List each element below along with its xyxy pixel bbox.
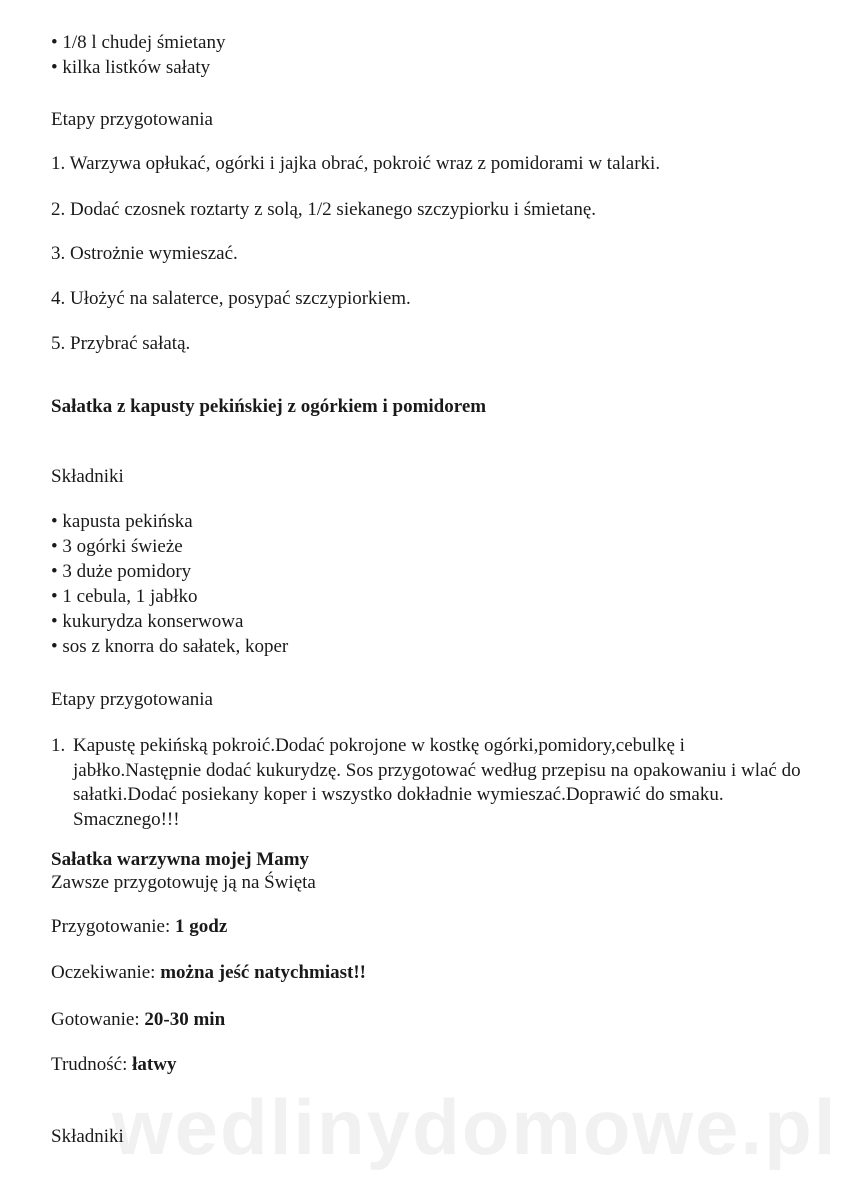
- ingredients-heading: Składniki: [51, 1126, 124, 1147]
- cook-time-label: Gotowanie:: [51, 1009, 145, 1030]
- wait-time: [51, 961, 366, 985]
- step-item: 5. Przybrać sałatą.: [51, 333, 191, 354]
- ingredients-heading: Składniki: [51, 466, 124, 487]
- wait-time-value: można jeść natychmiast!!: [160, 962, 366, 983]
- ingredient-item: • kilka listków sałaty: [51, 57, 211, 78]
- step-item: 3. Ostrożnie wymieszać.: [51, 243, 238, 264]
- ingredient-item: • kapusta pekińska: [51, 511, 193, 532]
- step-item: 1. Warzywa opłukać, ogórki i jajka obrać, pokroić wraz z pomidorami w talarki.: [51, 153, 661, 174]
- step-number: 1.: [51, 735, 66, 756]
- steps-heading: Etapy przygotowania: [51, 689, 213, 710]
- ingredient-item: • sos z knorra do sałatek, koper: [51, 636, 289, 657]
- ingredient-item: • 1/8 l chudej śmietany: [51, 32, 226, 53]
- watermark: wedlinydomowe.pl: [112, 1083, 838, 1171]
- recipe-subtitle: Zawsze przygotowuję ją na Święta: [51, 872, 316, 893]
- cook-time: [51, 1008, 225, 1032]
- ingredient-item: • kukurydza konserwowa: [51, 611, 244, 632]
- prep-time-value: 1 godz: [175, 916, 228, 937]
- difficulty-value: łatwy: [132, 1054, 177, 1075]
- cook-time-value: 20-30 min: [144, 1009, 226, 1030]
- ingredient-item: • 3 ogórki świeże: [51, 536, 183, 557]
- prep-time-label: Przygotowanie:: [51, 916, 176, 937]
- step-text: Kapustę pekińską pokroić.Dodać pokrojone w kostkę ogórki,pomidory,cebulkę i jabłko.Następnie dodać kukurydzę. Sos przygotować według przepisu na opakowaniu i wlać do sałatki.Dodać posiekany koper i wszystko dokładnie wymieszać.Doprawić do smaku. Smacznego!!!: [73, 735, 801, 830]
- step-item: 2. Dodać czosnek roztarty z solą, 1/2 siekanego szczypiorku i śmietanę.: [51, 199, 597, 220]
- recipe-title: Sałatka z kapusty pekińskiej z ogórkiem i pomidorem: [51, 396, 487, 417]
- wait-time-label: Oczekiwanie:: [51, 962, 161, 983]
- difficulty-label: Trudność:: [51, 1054, 133, 1075]
- ingredient-item: • 1 cebula, 1 jabłko: [51, 586, 198, 607]
- ingredient-item: • 3 duże pomidory: [51, 561, 192, 582]
- difficulty: [51, 1053, 176, 1077]
- recipe-title: Sałatka warzywna mojej Mamy: [51, 849, 310, 870]
- prep-time: [51, 915, 227, 939]
- step-item: [51, 734, 811, 832]
- steps-heading: Etapy przygotowania: [51, 109, 213, 130]
- step-item: 4. Ułożyć na salaterce, posypać szczypiorkiem.: [51, 288, 411, 309]
